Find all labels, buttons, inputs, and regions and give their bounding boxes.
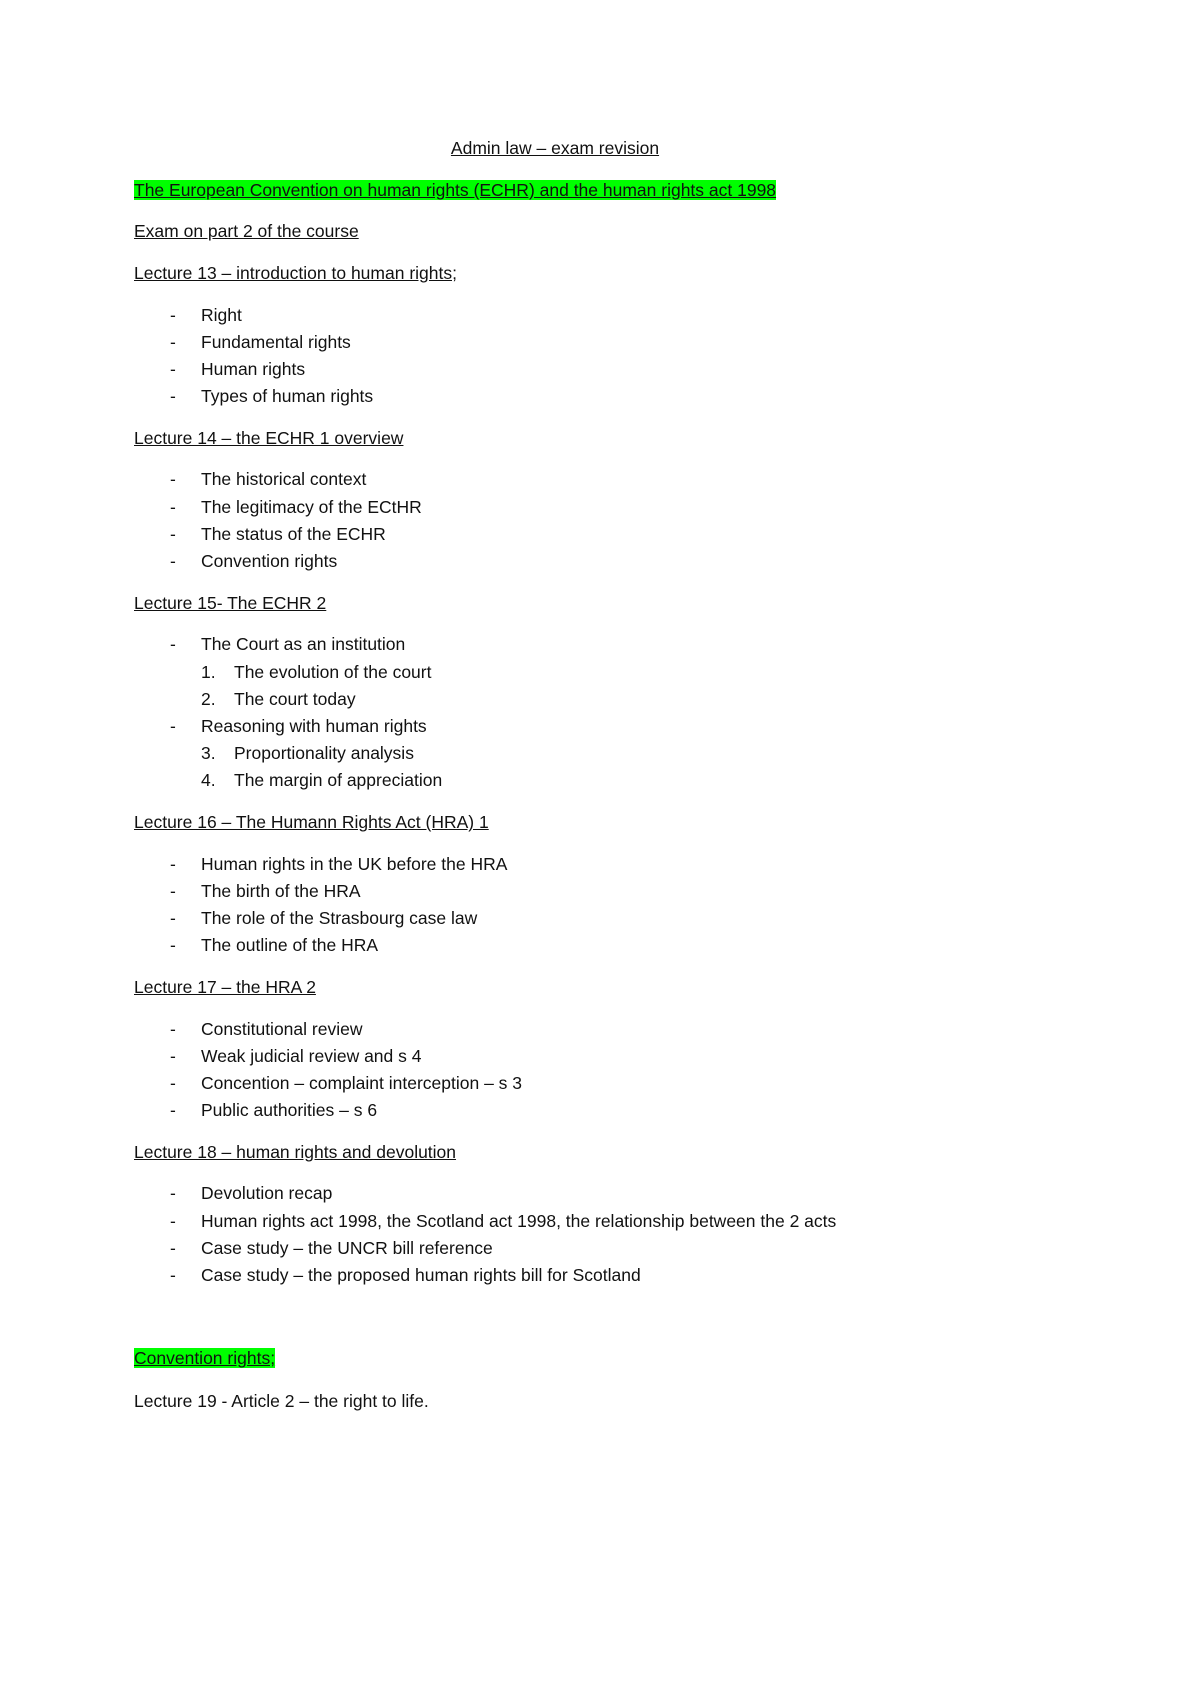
numbered-item: The margin of appreciation: [234, 770, 443, 790]
list-item: Convention rights: [201, 551, 338, 571]
list-number: 1.: [201, 662, 216, 682]
lecture-heading: Lecture 16 – The Humann Rights Act (HRA) 1: [134, 812, 489, 832]
list-item: Types of human rights: [201, 386, 374, 406]
numbered-item: The court today: [234, 689, 356, 709]
list-item: Public authorities – s 6: [201, 1100, 378, 1120]
list-number: 2.: [201, 689, 216, 709]
list-number: 4.: [201, 770, 216, 790]
list-item: Case study – the UNCR bill reference: [201, 1238, 493, 1258]
bullet-dash: -: [170, 1265, 176, 1285]
bullet-dash: -: [170, 1238, 176, 1258]
list-number: 3.: [201, 743, 216, 763]
bullet-dash: -: [170, 305, 176, 325]
list-item: The outline of the HRA: [201, 935, 379, 955]
list-item: Fundamental rights: [201, 332, 351, 352]
lecture-heading: Lecture 13 – introduction to human rights;: [134, 263, 457, 283]
highlighted-text: The European Convention on human rights (ECHR) and the human rights act 1998: [134, 180, 777, 200]
bullet-dash: -: [170, 1046, 176, 1066]
list-item: The Court as an institution: [201, 634, 406, 654]
list-item: The historical context: [201, 469, 367, 489]
lecture-heading: Lecture 15- The ECHR 2: [134, 593, 327, 613]
bullet-dash: -: [170, 1211, 176, 1231]
bullet-dash: -: [170, 1019, 176, 1039]
list-item: Human rights in the UK before the HRA: [201, 854, 508, 874]
list-item: The status of the ECHR: [201, 524, 386, 544]
bullet-dash: -: [170, 634, 176, 654]
list-item: Reasoning with human rights: [201, 716, 427, 736]
list-item: Constitutional review: [201, 1019, 363, 1039]
bullet-dash: -: [170, 359, 176, 379]
list-item: The birth of the HRA: [201, 881, 361, 901]
list-item: The legitimacy of the ECtHR: [201, 497, 422, 517]
exam-note: Exam on part 2 of the course: [134, 221, 359, 241]
lecture-heading: Lecture 14 – the ECHR 1 overview: [134, 428, 404, 448]
lecture-heading: Lecture 17 – the HRA 2: [134, 977, 316, 997]
list-item: Devolution recap: [201, 1183, 333, 1203]
numbered-item: Proportionality analysis: [234, 743, 414, 763]
lecture-19-line: Lecture 19 - Article 2 – the right to life.: [134, 1391, 429, 1411]
bullet-dash: -: [170, 524, 176, 544]
bullet-dash: -: [170, 1183, 176, 1203]
bullet-dash: -: [170, 469, 176, 489]
bullet-dash: -: [170, 1073, 176, 1093]
numbered-item: The evolution of the court: [234, 662, 432, 682]
list-item: Weak judicial review and s 4: [201, 1046, 422, 1066]
list-item: The role of the Strasbourg case law: [201, 908, 478, 928]
bullet-dash: -: [170, 497, 176, 517]
list-item: Concention – complaint interception – s 3: [201, 1073, 523, 1093]
bullet-dash: -: [170, 332, 176, 352]
lecture-heading: Lecture 18 – human rights and devolution: [134, 1142, 457, 1162]
bullet-dash: -: [170, 386, 176, 406]
highlighted-text: Convention rights;: [134, 1348, 276, 1368]
bullet-dash: -: [170, 908, 176, 928]
section-heading-echr: [134, 179, 776, 201]
bullet-dash: -: [170, 935, 176, 955]
bullet-dash: -: [170, 551, 176, 571]
bullet-dash: -: [170, 716, 176, 736]
section-heading-convention-rights: [134, 1347, 275, 1369]
list-item: Right: [201, 305, 242, 325]
bullet-dash: -: [170, 1100, 176, 1120]
list-item: Human rights act 1998, the Scotland act 1998, the relationship between the 2 acts: [201, 1211, 837, 1231]
document-title: Admin law – exam revision: [450, 138, 660, 158]
bullet-dash: -: [170, 854, 176, 874]
bullet-dash: -: [170, 881, 176, 901]
list-item: Case study – the proposed human rights bill for Scotland: [201, 1265, 641, 1285]
list-item: Human rights: [201, 359, 306, 379]
